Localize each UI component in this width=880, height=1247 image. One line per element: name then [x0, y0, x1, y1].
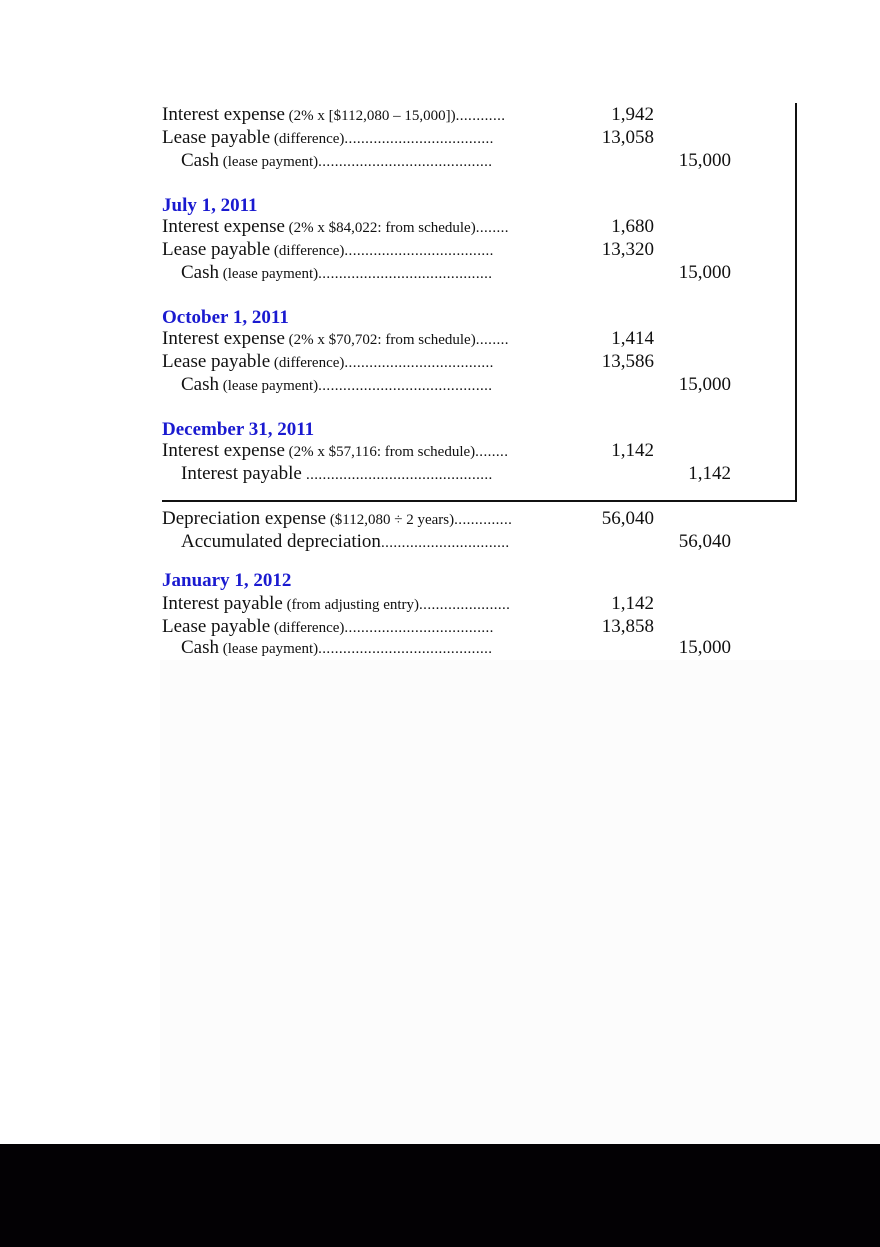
- journal-line: [162, 508, 802, 530]
- journal-line: [162, 616, 802, 638]
- journal-line: [162, 216, 802, 238]
- journal-line: [162, 531, 802, 553]
- account-label: Cash (lease payment)..........................................: [181, 374, 493, 395]
- credit-amount: 15,000: [678, 374, 731, 395]
- journal-line: [162, 440, 802, 462]
- account-label: Interest expense (2% x $57,116: from schedule)........: [162, 440, 509, 461]
- journal-line: [162, 150, 802, 172]
- account-label: Lease payable (difference)....................................: [162, 351, 494, 372]
- account-label: Cash (lease payment)..........................................: [181, 150, 493, 171]
- journal-line: [162, 262, 802, 284]
- debit-amount: 13,586: [601, 351, 654, 372]
- debit-amount: 13,058: [601, 127, 654, 148]
- page-background-shade: [160, 660, 880, 1144]
- debit-amount: 13,858: [601, 616, 654, 637]
- entry-date: October 1, 2011: [162, 307, 289, 328]
- debit-amount: 1,142: [611, 593, 654, 614]
- journal-line: [162, 351, 802, 373]
- bottom-black-band: [0, 1144, 880, 1247]
- journal-line: [162, 328, 802, 350]
- account-label: Cash (lease payment)..........................................: [181, 262, 493, 283]
- account-label: Cash (lease payment)..........................................: [181, 637, 493, 658]
- account-label: Lease payable (difference)....................................: [162, 239, 494, 260]
- credit-amount: 15,000: [678, 637, 731, 658]
- account-label: Interest expense (2% x $70,702: from schedule)........: [162, 328, 509, 349]
- journal-line: [162, 637, 802, 659]
- box-bottom-border: [162, 500, 797, 502]
- debit-amount: 13,320: [601, 239, 654, 260]
- entry-date: December 31, 2011: [162, 419, 315, 440]
- journal-line: [162, 239, 802, 261]
- account-label: Interest expense (2% x [$112,080 – 15,000])............: [162, 104, 506, 125]
- journal-line: [162, 593, 802, 615]
- debit-amount: 1,942: [611, 104, 654, 125]
- journal-line: [162, 463, 802, 485]
- journal-line: [162, 374, 802, 396]
- debit-amount: 56,040: [601, 508, 654, 529]
- credit-amount: 15,000: [678, 262, 731, 283]
- account-label: Lease payable (difference)....................................: [162, 616, 494, 637]
- account-label: Lease payable (difference)....................................: [162, 127, 494, 148]
- account-label: Interest payable .............................................: [181, 463, 493, 484]
- account-label: Interest expense (2% x $84,022: from schedule)........: [162, 216, 509, 237]
- debit-amount: 1,680: [611, 216, 654, 237]
- account-label: Interest payable (from adjusting entry)......................: [162, 593, 511, 614]
- entry-date: January 1, 2012: [162, 570, 292, 591]
- debit-amount: 1,142: [611, 440, 654, 461]
- entry-date: July 1, 2011: [162, 195, 258, 216]
- account-label: Depreciation expense ($112,080 ÷ 2 years)..............: [162, 508, 513, 529]
- credit-amount: 56,040: [678, 531, 731, 552]
- credit-amount: 1,142: [688, 463, 731, 484]
- debit-amount: 1,414: [611, 328, 654, 349]
- credit-amount: 15,000: [678, 150, 731, 171]
- journal-line: [162, 127, 802, 149]
- journal-line: [162, 104, 802, 126]
- account-label: Accumulated depreciation...............................: [181, 531, 510, 552]
